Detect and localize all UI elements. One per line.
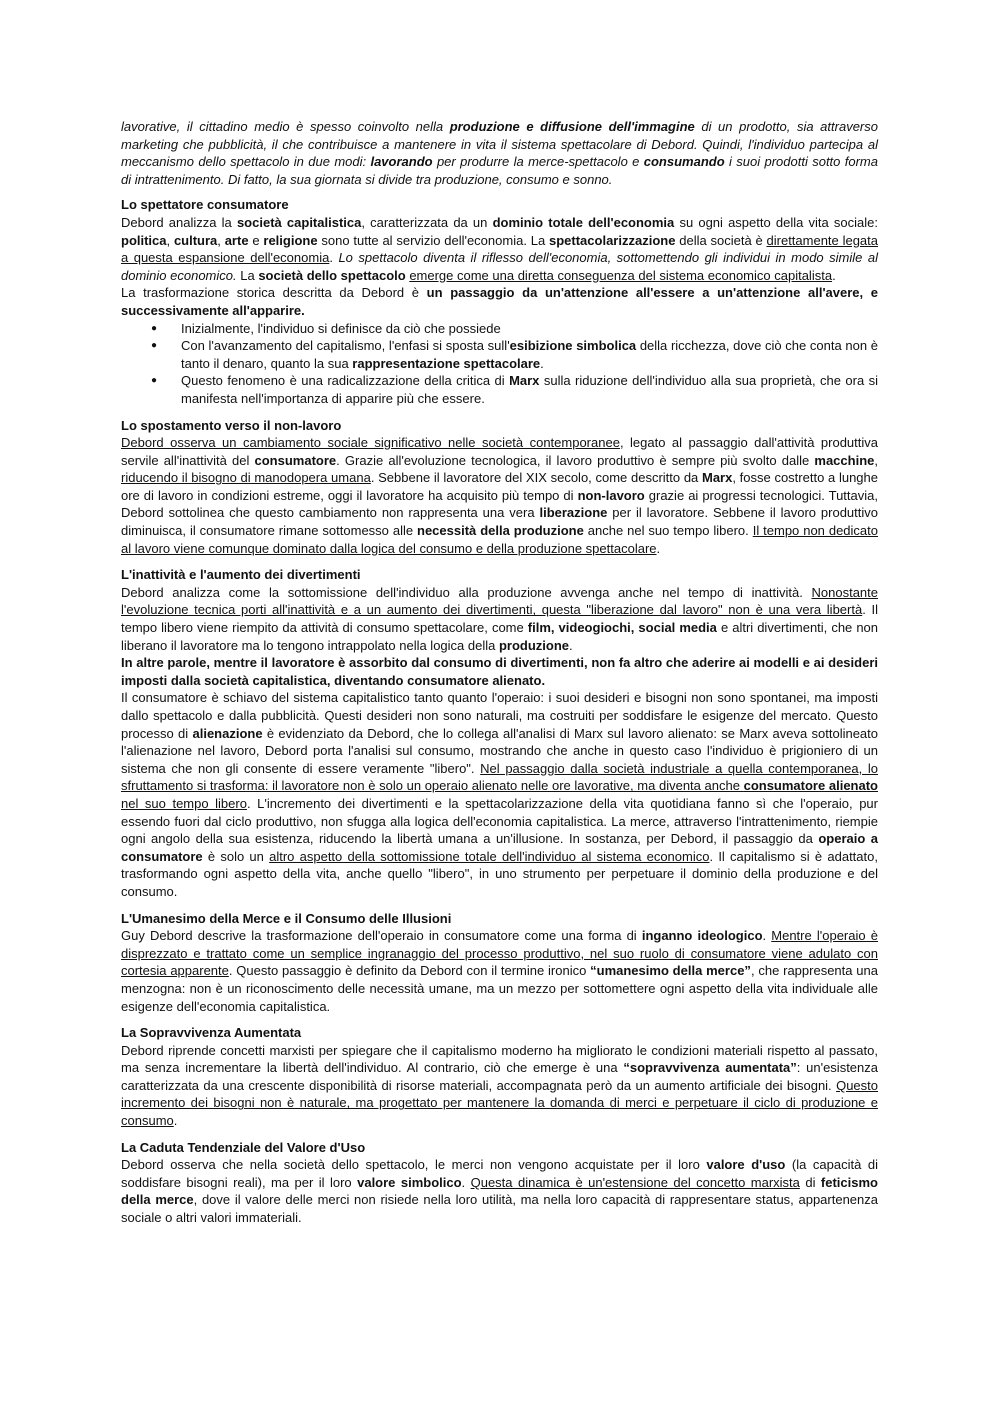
text-run: (la capacità di soddisfare bisogni reali), ma per il loro xyxy=(121,1157,878,1190)
section xyxy=(121,566,878,900)
underlined-text: Questo incremento dei bisogni non è naturale, ma progettato per mantenere la domanda di merci e perpetuare il ciclo di produzione e consumo xyxy=(121,1077,878,1129)
text-run: grazie ai progressi tecnologici. Tuttavia, Debord sottolinea che questo cambiamento non rappresenta una vera xyxy=(121,487,878,521)
section xyxy=(121,196,878,407)
bold-text: valore simbolico xyxy=(357,1174,462,1190)
text-run: di xyxy=(799,1174,821,1190)
text-run: . Questo passaggio è definito da Debord con il termine ironico xyxy=(228,963,591,979)
text-run: Inizialmente, l'individuo si definisce da ciò che possiede xyxy=(181,320,501,336)
paragraph xyxy=(121,689,878,900)
underlined-text: Nonostante l'evoluzione tecnica porti all'inattività e a un aumento dei divertimenti, questa "liberazione dal lavoro" non è una vera libertà xyxy=(121,584,878,618)
underlined-text: altro aspetto della sottomissione totale dell'individuo al sistema economico xyxy=(269,848,710,864)
text-run: Con l'avanzamento del capitalismo, l'enfasi si sposta sull' xyxy=(181,338,510,354)
text-run: su ogni aspetto della vita sociale: xyxy=(674,214,878,230)
bold-text: In altre parole, mentre il lavoratore è assorbito dal consumo di divertimenti, non fa altro che aderire ai modelli e ai desideri imposti dalla società capitalistica, diventando consumatore alienato. xyxy=(121,655,878,688)
section xyxy=(121,1024,878,1130)
bold-text: alienazione xyxy=(192,725,263,741)
text-run: per produrre la merce-spettacolo e xyxy=(432,154,644,170)
section-heading: Lo spettatore consumatore xyxy=(121,197,289,213)
bold-text: società dello spettacolo xyxy=(258,267,406,283)
bold-text: produzione e diffusione dell'immagine xyxy=(449,119,695,134)
text-run: sono tutte al servizio dell'economia. La xyxy=(317,232,549,248)
bold-text: film, videogiochi, social media xyxy=(527,620,717,636)
underlined-text: Nel passaggio dalla società industriale a quella contemporanea, lo sfruttamento si trasforma: il lavoratore non è solo un operaio alienato nelle ore lavorative, ma diventa anche xyxy=(121,760,878,794)
text-run: anche nel suo tempo libero. xyxy=(583,523,753,539)
text-run: , xyxy=(874,452,878,468)
paragraph xyxy=(121,1156,878,1226)
text-run: lavorative, il cittadino medio è spesso coinvolto nella xyxy=(121,119,450,134)
text-run: , dove il valore delle merci non risiede nella loro utilità, ma nella loro capacità di rappresentare status, appartenenza sociale o altri valori immateriali. xyxy=(121,1192,878,1226)
text-run: Debord riprende concetti marxisti per spiegare che il capitalismo moderno ha migliorato le condizioni materiali rispetto al passato, ma senza incrementare la libertà dell'individuo. Al contrario, ciò che emerge è una xyxy=(121,1042,878,1076)
bold-text: inganno ideologico xyxy=(641,928,763,944)
section-heading: La Caduta Tendenziale del Valore d'Uso xyxy=(121,1139,366,1155)
intro-paragraph xyxy=(121,118,878,188)
text-run: è evidenziato da Debord, che lo collega all'analisi di Marx sul lavoro alienato: se Marx aveva sottolineato l'alienazione nel lavoro, Debord porta l'analisi sul consumo, mostrando che anche in questo caso l'individuo è prigioniero di un sistema che non gli consente di essere veramente "libero". xyxy=(121,725,878,776)
underlined-text: emerge come una diretta conseguenza del sistema economico capitalista xyxy=(409,267,833,283)
underlined-text: Debord osserva un cambiamento sociale significativo nelle società contemporanee xyxy=(121,435,620,451)
list-item xyxy=(181,372,878,407)
bold-text: consumatore xyxy=(254,452,337,468)
bold-text: non-lavoro xyxy=(577,487,645,503)
section xyxy=(121,910,878,1016)
bullet-list xyxy=(121,320,878,408)
text-run: è solo un xyxy=(202,848,270,864)
text-run: di un prodotto, sia attraverso marketing che pubblicità, il che contribuisce a mantenere in vita il sistema spettacolare di Debord. Quindi, l'individuo partecipa al meccanismo dello spettacolo in due modi: xyxy=(121,119,878,170)
bold-text: religione xyxy=(263,232,318,248)
bold-text: società capitalistica xyxy=(236,214,362,230)
text-run: per il lavoratore. Sebbene il lavoro produttivo diminuisca, il consumatore rimane sottomesso alle xyxy=(121,505,879,539)
section-heading: L'inattività e l'aumento dei divertimenti xyxy=(121,567,361,583)
bold-text: operaio a consumatore xyxy=(121,831,879,864)
text-run: , xyxy=(217,232,225,248)
section xyxy=(121,417,878,558)
section-heading: La Sopravvivenza Aumentata xyxy=(121,1025,302,1041)
bold-text: lavorando xyxy=(370,154,433,170)
section xyxy=(121,1139,878,1227)
bold-text: necessità della produzione xyxy=(417,523,584,539)
paragraph xyxy=(121,434,878,557)
italic-text: Lo spettacolo diventa il riflesso dell'economia, sottomettendo gli individui in modo simile al dominio economico. xyxy=(121,250,878,283)
paragraph xyxy=(121,1042,878,1130)
section-heading: L'Umanesimo della Merce e il Consumo delle Illusioni xyxy=(121,910,452,926)
text-run: . xyxy=(569,637,573,653)
paragraph xyxy=(121,284,878,319)
bold-text: Marx xyxy=(702,470,733,486)
text-run: Questo fenomeno è una radicalizzazione della critica di xyxy=(181,373,510,389)
text-run: . Il tempo libero viene riempito da attività di consumo spettacolare, come xyxy=(121,602,878,636)
bold-text: produzione xyxy=(498,637,570,653)
document-body xyxy=(121,118,878,1236)
underlined-text: riducendo il bisogno di manodopera umana xyxy=(121,470,371,486)
text-run: . Sebbene il lavoratore del XIX secolo, come descritto da xyxy=(370,470,702,486)
text-run: Il consumatore è schiavo del sistema capitalistico tanto quanto l'operaio: i suoi desideri e bisogni non sono spontanei, ma imposti dallo spettacolo e dalla pubblicità. Questi desideri non sono naturali, ma costruiti per soddisfare le esigenze del mercato. Questo processo di xyxy=(121,690,878,741)
text-run: : un'esistenza caratterizzata da una crescente disponibilità di risorse materiali, accompagnata però da un aumento artificiale dei bisogni. xyxy=(121,1060,878,1093)
paragraph xyxy=(121,927,878,1015)
bold-text: esibizione simbolica xyxy=(509,338,637,354)
text-run: . xyxy=(762,928,772,944)
bold-text: valore d'uso xyxy=(706,1157,786,1173)
bold-text: “umanesimo della merce” xyxy=(590,963,751,979)
text-run: . xyxy=(832,267,836,283)
bold-text: macchine xyxy=(814,452,875,468)
bold-text: spettacolarizzazione xyxy=(549,232,676,248)
paragraph xyxy=(121,654,878,689)
underlined-text: Il tempo non dedicato al lavoro viene comunque dominato dalla logica del consumo e della produzione spettacolare xyxy=(121,523,878,556)
text-run: . xyxy=(329,250,339,266)
text-run: La trasformazione storica descritta da Debord è xyxy=(121,285,427,301)
bold-text: dominio totale dell'economia xyxy=(492,214,675,230)
bold-text: “sopravvivenza aumentata” xyxy=(623,1060,797,1076)
text-run: . L'incremento dei divertimenti e la spettacolarizzazione della vita quotidiana fanno sì che l'operaio, pur essendo fuori dal ciclo produttivo, non sfugga alla logica dell'economia capitalistica. La merce, attraverso l'intrattenimento, riempie ogni angolo della sua esistenza, riducendo la libertà umana a un'illusione. In sostanza, per Debord, il passaggio da xyxy=(121,795,878,847)
text-run: Debord osserva che nella società dello spettacolo, le merci non vengono acquistate per il loro xyxy=(121,1157,707,1173)
section-heading: Lo spostamento verso il non-lavoro xyxy=(121,417,342,433)
text-run: Guy Debord descrive la trasformazione dell'operaio in consumatore come una forma di xyxy=(121,928,642,944)
underlined-text: consumatore alienato xyxy=(743,778,878,794)
bold-text: liberazione xyxy=(539,505,608,521)
underlined-text: Mentre l'operaio è disprezzato e trattato come un semplice ingranaggio del processo produttivo, nel suo ruolo di consumatore viene adulato con cortesia apparente xyxy=(121,928,878,979)
list-item xyxy=(181,337,878,372)
bold-text: arte xyxy=(224,232,249,248)
text-run: i suoi prodotti sotto forma di intrattenimento. Di fatto, la sua giornata si divide tra produzione, consumo e sonno. xyxy=(121,154,878,187)
bold-text: politica xyxy=(121,232,167,248)
text-run: , xyxy=(166,232,174,248)
text-run: . xyxy=(540,355,544,371)
paragraph xyxy=(121,584,878,654)
bold-text: Marx xyxy=(509,373,540,389)
text-run: , che rappresenta una menzogna: non è un riconoscimento delle necessità umane, ma un mezzo per sottomettere ogni aspetto della vita individuale alle esigenze dell'economia capitalistica. xyxy=(121,963,878,1014)
text-run: . xyxy=(461,1174,471,1190)
text-run: . xyxy=(173,1113,178,1129)
text-run: , fosse costretto a lunghe ore di lavoro in condizioni estreme, oggi il lavoratore ha acquisito più tempo di xyxy=(121,470,878,503)
text-run: sulla riduzione dell'individuo alla sua proprietà, che ora si manifesta nell'importanza di apparire più che essere. xyxy=(181,373,878,406)
underlined-text: direttamente legata a questa espansione dell'economia xyxy=(121,232,878,266)
underlined-text: nel suo tempo libero xyxy=(121,795,247,811)
text-run: . xyxy=(656,540,661,556)
text-run: e xyxy=(248,232,264,248)
underlined-text: Questa dinamica è un'estensione del concetto marxista xyxy=(470,1174,800,1190)
bold-text: feticismo della merce xyxy=(121,1174,878,1208)
text-run: Debord analizza la xyxy=(121,214,237,230)
bold-text: un passaggio da un'attenzione all'essere a un'attenzione all'avere, e successivamente all'apparire. xyxy=(121,285,879,318)
text-run: , caratterizzata da un xyxy=(361,214,493,230)
text-run: , legato al passaggio dall'attività produttiva servile all'inattività del xyxy=(121,435,878,468)
text-run: Debord analizza come la sottomissione dell'individuo alla produzione avvenga anche nel tempo di inattività. xyxy=(121,584,812,600)
sections-container xyxy=(121,196,878,1226)
bold-text: rappresentazione spettacolare xyxy=(352,355,541,371)
text-run: . Grazie all'evoluzione tecnologica, il lavoro produttivo è sempre più svolto dalle xyxy=(336,452,815,468)
text-run: e altri divertimenti, che non liberano il lavoratore ma lo tengono intrappolato nella logica della xyxy=(121,620,879,653)
bold-text: consumando xyxy=(643,154,725,170)
paragraph xyxy=(121,214,878,284)
text-run: della società è xyxy=(675,232,767,248)
text-run: . Il capitalismo si è adattato, trasformando ogni aspetto della vita, anche quello "libero", in uno strumento per perpetuare il dominio della produzione e del consumo. xyxy=(121,848,878,899)
list-item xyxy=(181,320,878,338)
bold-text: cultura xyxy=(173,232,218,248)
text-run: La xyxy=(236,267,259,283)
text-run: della ricchezza, dove ciò che conta non è tanto il denaro, quanto la sua xyxy=(181,338,878,371)
